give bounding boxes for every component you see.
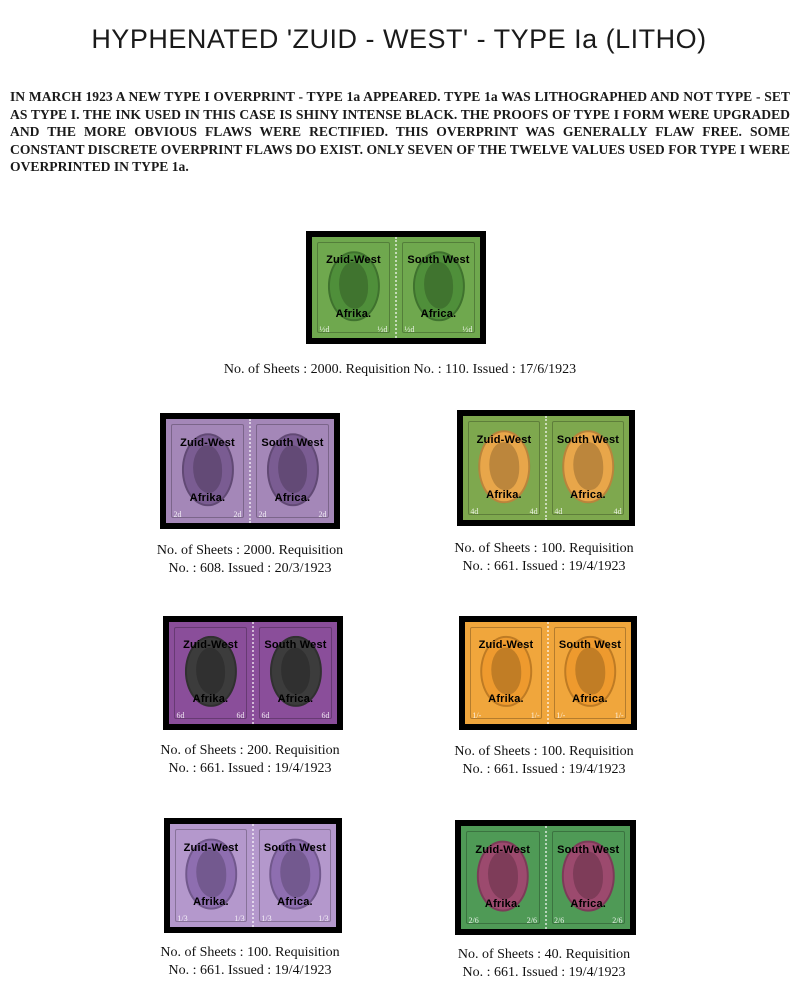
overprint-bottom: Africa. (277, 693, 314, 706)
stamp-left (166, 419, 251, 523)
stamp-pair (170, 824, 336, 927)
king-portrait-icon (196, 648, 226, 695)
stamp-value: 1/3 (318, 913, 329, 923)
stamp-caption (130, 944, 370, 980)
stamp-pair (461, 826, 630, 929)
king-portrait-icon (424, 262, 454, 308)
page-title: HYPHENATED 'ZUID - WEST' - TYPE Ia (LITHO) (91, 24, 707, 54)
stamp-value: ½d (319, 324, 330, 334)
overprint-bottom: Africa. (277, 896, 313, 909)
stamp-value: 6d (176, 710, 185, 720)
stamp-right (547, 416, 629, 520)
stamp-value: 4d (554, 506, 563, 516)
stamp-value: 1/3 (177, 913, 188, 923)
overprint-bottom: Afrika. (192, 693, 229, 706)
caption-line-1: No. of Sheets : 100. Requisition (454, 541, 634, 556)
king-portrait-icon (489, 442, 519, 490)
overprint-top: Zuid-West (183, 639, 238, 652)
stamp-value: 2d (173, 509, 182, 519)
overprint-top: South West (407, 254, 470, 267)
stamp-value: 2/6 (612, 915, 623, 925)
stamp-mount (455, 820, 636, 935)
stamp-caption (130, 742, 370, 778)
overprint-bottom: Afrika. (335, 307, 372, 320)
overprint-bottom: Africa. (274, 491, 311, 504)
king-portrait-icon (573, 852, 603, 899)
overprint-top: Zuid-West (180, 436, 235, 449)
stamp-mount (459, 616, 637, 730)
stamp-value: 6d (321, 710, 330, 720)
overprint-top: Zuid-West (476, 433, 532, 446)
king-portrait-icon (281, 648, 311, 695)
overprint-top: South West (558, 639, 622, 652)
stamp-value: 2d (318, 509, 327, 519)
stamp-value: 6d (261, 710, 270, 720)
overprint-bottom: Afrika. (488, 693, 524, 706)
stamp-value: 6d (236, 710, 245, 720)
stamp-right (397, 237, 480, 338)
caption-line-1: No. of Sheets : 200. Requisition (160, 743, 340, 758)
king-portrait-icon (488, 852, 518, 899)
stamp-value: 4d (470, 506, 479, 516)
king-portrait-icon (575, 648, 605, 695)
stamp-left (312, 237, 397, 338)
king-portrait-icon (491, 648, 521, 695)
stamp-right (547, 826, 631, 929)
caption-line-2: No. : 661. Issued : 19/4/1923 (168, 761, 332, 776)
stamp-caption (160, 361, 640, 379)
stamp-value: 4d (613, 506, 622, 516)
stamp-caption (424, 946, 664, 982)
overprint-bottom: Africa. (420, 307, 457, 320)
stamp-right (549, 622, 631, 724)
stamp-pair (312, 237, 480, 338)
overprint-top: Zuid-West (478, 639, 534, 652)
stamp-right (254, 622, 337, 724)
caption-line-2: No. : 661. Issued : 19/4/1923 (462, 965, 626, 980)
stamp-left (461, 826, 547, 929)
overprint-top: South West (261, 436, 324, 449)
caption-line-1: No. of Sheets : 100. Requisition (160, 945, 340, 960)
caption-line-1: No. of Sheets : 2000. Requisition (156, 543, 344, 558)
stamp-value: 2d (258, 509, 267, 519)
stamp-pair (465, 622, 631, 724)
overprint-top: Zuid-West (475, 843, 531, 856)
overprint-top: South West (557, 843, 620, 856)
stamp-value: 1/- (472, 710, 482, 720)
overprint-top: Zuid-West (326, 254, 381, 267)
stamp-caption (130, 542, 370, 578)
stamp-mount (457, 410, 635, 526)
stamp-pair (169, 622, 337, 724)
overprint-bottom: Africa. (572, 693, 608, 706)
stamp-value: 1/3 (261, 913, 272, 923)
caption-line-2: No. : 661. Issued : 19/4/1923 (168, 963, 332, 978)
king-portrait-icon (196, 850, 226, 897)
stamp-mount (160, 413, 340, 529)
stamp-caption (424, 540, 664, 576)
king-portrait-icon (280, 850, 310, 897)
stamp-right (251, 419, 334, 523)
stamp-left (170, 824, 254, 927)
stamp-left (465, 622, 549, 724)
king-portrait-icon (573, 442, 603, 490)
stamp-value: 1/- (614, 710, 624, 720)
king-portrait-icon (339, 262, 369, 308)
stamp-value: 4d (529, 506, 538, 516)
overprint-bottom: Afrika. (484, 898, 521, 911)
stamp-mount (164, 818, 342, 933)
caption-line-2: No. : 608. Issued : 20/3/1923 (168, 561, 332, 576)
stamp-value: 2/6 (526, 915, 537, 925)
king-portrait-icon (278, 445, 308, 493)
stamp-value: 1/- (530, 710, 540, 720)
overprint-bottom: Afrika. (193, 896, 229, 909)
overprint-bottom: Afrika. (486, 488, 522, 501)
stamp-right (254, 824, 336, 927)
stamp-value: 1/3 (234, 913, 245, 923)
overprint-top: Zuid-West (183, 841, 239, 854)
stamp-left (463, 416, 547, 520)
stamp-value: 1/- (556, 710, 566, 720)
overprint-top: South West (556, 433, 620, 446)
king-portrait-icon (193, 445, 223, 493)
overprint-top: South West (264, 639, 327, 652)
stamp-value: 2/6 (554, 915, 565, 925)
overprint-bottom: Africa. (570, 488, 606, 501)
overprint-top: South West (263, 841, 327, 854)
stamp-pair (166, 419, 334, 523)
caption-line-2: No. : 661. Issued : 19/4/1923 (462, 559, 626, 574)
stamp-value: 2/6 (468, 915, 479, 925)
overprint-bottom: Africa. (570, 898, 607, 911)
stamp-left (169, 622, 254, 724)
stamp-pair (463, 416, 629, 520)
intro-paragraph: IN MARCH 1923 A NEW TYPE I OVERPRINT - TYPE 1a APPEARED. TYPE 1a WAS LITHOGRAPHED AND NOT TYPE - SET AS TYPE I. THE INK USED IN THIS CASE IS SHINY INTENSE BLACK. THE PROOFS OF TYPE I FORM WERE UPGRADED AND THE MORE OBVIOUS FLAWS WERE RECTIFIED. THIS OVERPRINT WAS GENERALLY FLAW FREE. SOME CONSTANT DISCRETE OVERPRINT FLAWS DO EXIST. ONLY SEVEN OF THE TWELVE VALUES USED FOR TYPE I WERE OVERPRINTED IN TYPE 1a. (10, 89, 790, 174)
caption-line-1: No. of Sheets : 2000. Requisition No. : 110. Issued : 17/6/1923 (223, 362, 577, 377)
stamp-value: 2d (233, 509, 242, 519)
stamp-value: ½d (462, 324, 473, 334)
stamp-mount (306, 231, 486, 344)
stamp-mount (163, 616, 343, 730)
stamp-caption (424, 743, 664, 779)
overprint-bottom: Afrika. (189, 491, 226, 504)
stamp-value: ½d (377, 324, 388, 334)
caption-line-1: No. of Sheets : 40. Requisition (457, 947, 631, 962)
stamp-value: ½d (404, 324, 415, 334)
caption-line-2: No. : 661. Issued : 19/4/1923 (462, 762, 626, 777)
caption-line-1: No. of Sheets : 100. Requisition (454, 744, 634, 759)
